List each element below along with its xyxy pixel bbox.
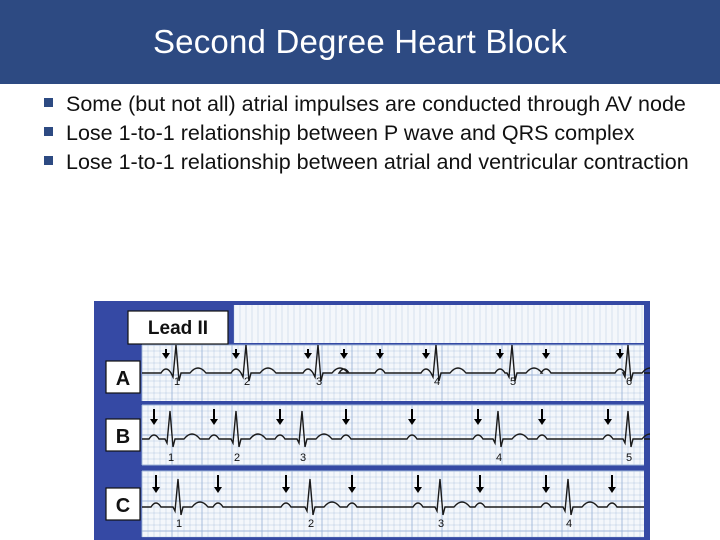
beat-number: 4 [434, 376, 441, 388]
ecg-figure [94, 301, 650, 540]
square-bullet-icon [44, 127, 53, 136]
square-bullet-icon [44, 98, 53, 107]
beat-number: 3 [438, 518, 445, 530]
title-bar [0, 0, 720, 84]
strip-a-label: A [115, 368, 131, 390]
beat-number: 3 [300, 452, 307, 464]
beat-number: 4 [496, 452, 503, 464]
bullet-item [44, 148, 714, 177]
bullet-item [44, 119, 714, 148]
bullet-text: Lose 1-to-1 relationship between P wave and QRS complex [66, 121, 635, 145]
beat-number: 6 [626, 376, 633, 388]
ecg-strips [94, 301, 650, 540]
bullet-text: Some (but not all) atrial impulses are conducted through AV node [66, 92, 686, 116]
bullet-list [44, 90, 714, 177]
beat-number: 3 [316, 376, 323, 388]
bullet-text: Lose 1-to-1 relationship between atrial and ventricular contraction [66, 150, 689, 174]
beat-number: 2 [234, 452, 241, 464]
beat-number: 4 [566, 518, 573, 530]
beat-number: 2 [244, 376, 251, 388]
lead-label: Lead II [147, 318, 209, 339]
strip-b-label: B [115, 426, 131, 448]
beat-number: 5 [626, 452, 633, 464]
slide-title: Second Degree Heart Block [152, 23, 568, 60]
beat-number: 5 [510, 376, 517, 388]
ecg-paper [234, 305, 644, 343]
beat-number: 2 [308, 518, 315, 530]
beat-number: 1 [168, 452, 175, 464]
square-bullet-icon [44, 156, 53, 165]
strip-c-label: C [115, 495, 131, 517]
beat-number: 1 [174, 376, 181, 388]
bullet-item [44, 90, 714, 119]
beat-number: 1 [176, 518, 183, 530]
